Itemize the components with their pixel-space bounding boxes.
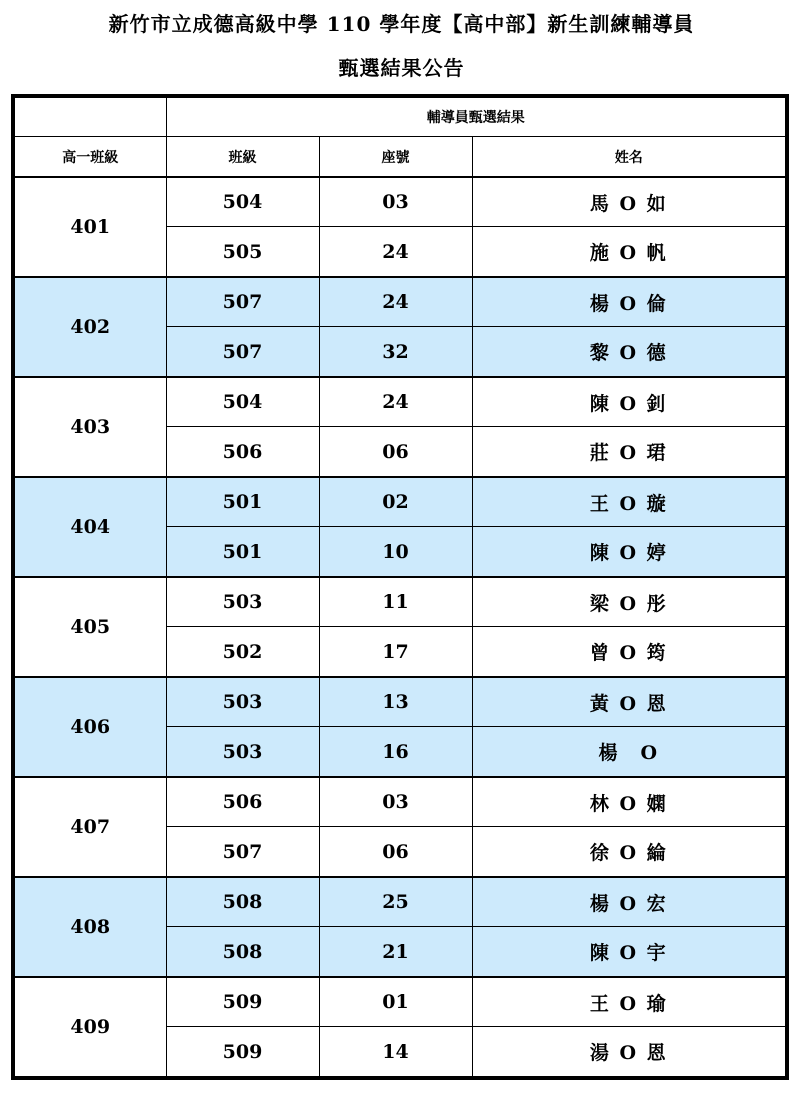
home-class-cell: 403 [13,377,166,477]
class-cell: 503 [166,677,319,727]
name-cell: 陳 O 宇 [472,927,787,978]
name-cell: 王 O 璇 [472,477,787,527]
name-cell: 湯 O 恩 [472,1027,787,1079]
table-row [13,777,787,827]
table-row [13,877,787,927]
class-cell: 504 [166,377,319,427]
name-cell: 曾 O 筠 [472,627,787,678]
class-cell: 504 [166,177,319,227]
class-cell: 503 [166,577,319,627]
class-cell: 505 [166,227,319,278]
class-cell: 501 [166,477,319,527]
class-cell: 508 [166,877,319,927]
home-class-cell: 408 [13,877,166,977]
name-cell: 陳 O 釗 [472,377,787,427]
seat-cell: 03 [319,177,472,227]
name-cell: 林 O 嫻 [472,777,787,827]
name-cell: 施 O 帆 [472,227,787,278]
class-cell: 506 [166,427,319,478]
seat-cell: 17 [319,627,472,678]
seat-cell: 02 [319,477,472,527]
seat-cell: 06 [319,427,472,478]
seat-cell: 01 [319,977,472,1027]
name-cell: 楊 O [472,727,787,778]
seat-cell: 24 [319,377,472,427]
class-cell: 502 [166,627,319,678]
seat-cell: 13 [319,677,472,727]
seat-cell: 06 [319,827,472,878]
name-cell: 楊 O 宏 [472,877,787,927]
seat-cell: 03 [319,777,472,827]
name-cell: 徐 O 綸 [472,827,787,878]
name-cell: 梁 O 彤 [472,577,787,627]
home-class-cell: 402 [13,277,166,377]
results-table [11,94,789,1080]
class-cell: 507 [166,827,319,878]
class-cell: 509 [166,977,319,1027]
name-cell: 陳 O 婷 [472,527,787,578]
home-class-cell: 409 [13,977,166,1078]
header-blank-cell [13,96,166,137]
seat-cell: 16 [319,727,472,778]
class-cell: 506 [166,777,319,827]
name-cell: 王 O 瑜 [472,977,787,1027]
header-seat: 座號 [319,137,472,178]
table-row [13,577,787,627]
table-row [13,177,787,227]
home-class-cell: 401 [13,177,166,277]
table-row [13,377,787,427]
table-row [13,977,787,1027]
class-cell: 509 [166,1027,319,1079]
seat-cell: 21 [319,927,472,978]
name-cell: 楊 O 倫 [472,277,787,327]
home-class-cell: 407 [13,777,166,877]
page-subtitle: 甄選結果公告 [338,56,465,80]
header-name: 姓名 [472,137,787,178]
class-cell: 508 [166,927,319,978]
header-class: 班級 [166,137,319,178]
name-cell: 黃 O 恩 [472,677,787,727]
home-class-cell: 405 [13,577,166,677]
name-cell: 莊 O 珺 [472,427,787,478]
class-cell: 503 [166,727,319,778]
table-row [13,477,787,527]
table-row [13,277,787,327]
group-header: 輔導員甄選結果 [166,96,787,137]
seat-cell: 10 [319,527,472,578]
page-title: 新竹市立成德高級中學 110 學年度【高中部】新生訓練輔導員 [108,12,695,36]
seat-cell: 24 [319,277,472,327]
class-cell: 507 [166,327,319,378]
home-class-cell: 406 [13,677,166,777]
name-cell: 黎 O 德 [472,327,787,378]
seat-cell: 32 [319,327,472,378]
table-header-row [13,96,787,137]
seat-cell: 14 [319,1027,472,1079]
name-cell: 馬 O 如 [472,177,787,227]
home-class-cell: 404 [13,477,166,577]
table-row [13,677,787,727]
seat-cell: 11 [319,577,472,627]
seat-cell: 24 [319,227,472,278]
header-home-class: 高一班級 [13,137,166,178]
class-cell: 507 [166,277,319,327]
seat-cell: 25 [319,877,472,927]
column-header-row [13,137,787,178]
class-cell: 501 [166,527,319,578]
